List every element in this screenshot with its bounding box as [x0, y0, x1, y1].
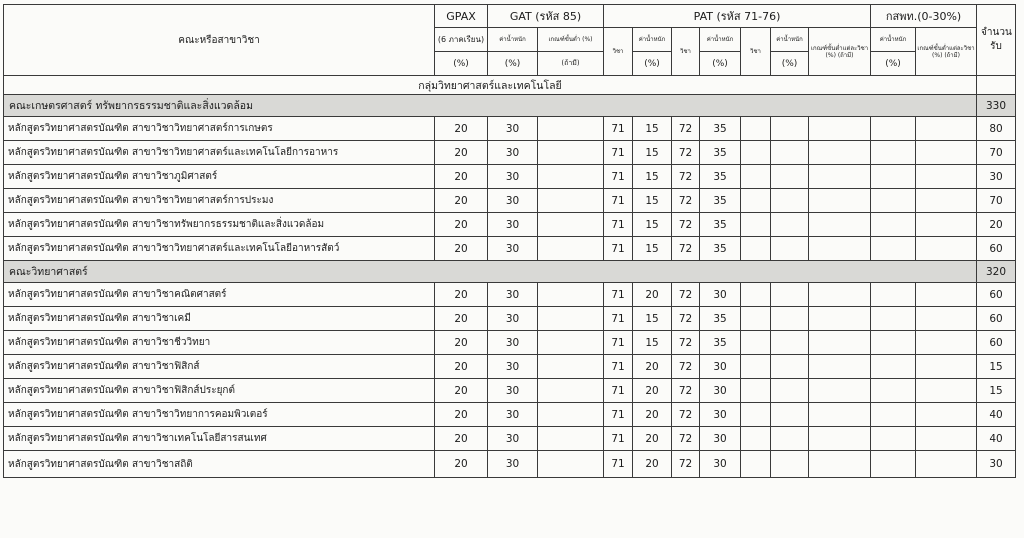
pat-subject-1-value: 71 [604, 307, 633, 331]
pat-weight-1-value: 20 [633, 379, 672, 403]
gat-min-header: เกณฑ์ขั้นต่ำ (%) [538, 28, 604, 52]
onet-weight-value [871, 189, 916, 213]
pat-subject-2-value: 72 [672, 237, 700, 261]
pat-min-value [809, 355, 871, 379]
program-quota: 40 [977, 403, 1016, 427]
pat-weight-3-value [771, 213, 809, 237]
gpax-percent: (%) [435, 52, 488, 76]
pat-weight-3-value [771, 379, 809, 403]
pat-weight-1-value: 15 [633, 117, 672, 141]
pat-subject-3-value [741, 307, 771, 331]
onet-weight-value [871, 165, 916, 189]
pat-subject-2-value: 72 [672, 213, 700, 237]
pat-subject-1-value: 71 [604, 117, 633, 141]
program-name: หลักสูตรวิทยาศาสตรบัณฑิต สาขาวิชาคณิตศาสตร์ [4, 283, 435, 307]
quota-header [977, 5, 1016, 76]
pat-weight-3-value [771, 307, 809, 331]
onet-weight-value [871, 379, 916, 403]
program-row [4, 427, 1016, 451]
onet-min-value [916, 165, 977, 189]
pat-subject-3-value [741, 427, 771, 451]
pat-min-value [809, 141, 871, 165]
pat-weight-2-percent: (%) [700, 52, 741, 76]
pat-min-value [809, 189, 871, 213]
program-row [4, 141, 1016, 165]
gat-weight-value: 30 [488, 403, 538, 427]
program-quota: 30 [977, 165, 1016, 189]
gat-min-value [538, 213, 604, 237]
pat-weight-1-header: ค่าน้ำหนัก [633, 28, 672, 52]
onet-weight-value [871, 283, 916, 307]
program-name: หลักสูตรวิทยาศาสตรบัณฑิต สาขาวิชาวิทยาศาสตร์และเทคโนโลยีการอาหาร [4, 141, 435, 165]
pat-weight-2-value: 35 [700, 117, 741, 141]
gat-weight-value: 30 [488, 213, 538, 237]
pat-subject-1-value: 71 [604, 189, 633, 213]
pat-min-value [809, 427, 871, 451]
pat-subject-1-value: 71 [604, 427, 633, 451]
program-name: หลักสูตรวิทยาศาสตรบัณฑิต สาขาวิชาชีววิทยา [4, 331, 435, 355]
gat-weight-value: 30 [488, 331, 538, 355]
gat-min-value [538, 165, 604, 189]
pat-weight-1-value: 15 [633, 189, 672, 213]
program-quota: 40 [977, 427, 1016, 451]
pat-min-value [809, 283, 871, 307]
pat-subject-2-value: 72 [672, 141, 700, 165]
gat-header: GAT (รหัส 85) [488, 5, 604, 28]
onet-min-value [916, 189, 977, 213]
onet-weight-value [871, 141, 916, 165]
pat-subject-1-value: 71 [604, 403, 633, 427]
pat-subject-1-value: 71 [604, 165, 633, 189]
onet-weight-value [871, 213, 916, 237]
faculty-quota: 320 [977, 261, 1016, 283]
onet-min-value [916, 355, 977, 379]
onet-header: กสพท.(0-30%) [871, 5, 977, 28]
onet-weight-value [871, 307, 916, 331]
program-row [4, 403, 1016, 427]
pat-weight-1-value: 15 [633, 331, 672, 355]
program-row [4, 189, 1016, 213]
pat-subject-3-value [741, 117, 771, 141]
pat-subject-2-header: วิชา [672, 28, 700, 76]
pat-subject-3-value [741, 189, 771, 213]
program-name: หลักสูตรวิทยาศาสตรบัณฑิต สาขาวิชาภูมิศาสตร์ [4, 165, 435, 189]
pat-weight-3-value [771, 331, 809, 355]
pat-subject-3-value [741, 213, 771, 237]
onet-min-value [916, 237, 977, 261]
pat-weight-2-value: 35 [700, 165, 741, 189]
gat-min-value [538, 355, 604, 379]
pat-weight-2-value: 30 [700, 427, 741, 451]
admission-criteria-sheet [3, 4, 1016, 478]
pat-weight-2-value: 30 [700, 451, 741, 478]
onet-min-value [916, 427, 977, 451]
pat-subject-3-value [741, 451, 771, 478]
program-quota: 15 [977, 355, 1016, 379]
gat-min-value [538, 283, 604, 307]
program-name: หลักสูตรวิทยาศาสตรบัณฑิต สาขาวิชาวิทยาการคอมพิวเตอร์ [4, 403, 435, 427]
pat-subject-1-value: 71 [604, 379, 633, 403]
pat-weight-3-value [771, 165, 809, 189]
pat-subject-3-value [741, 379, 771, 403]
pat-subject-3-header: วิชา [741, 28, 771, 76]
program-quota: 70 [977, 189, 1016, 213]
faculty-name: คณะเกษตรศาสตร์ ทรัพยากรธรรมชาติและสิ่งแวดล้อม [4, 95, 977, 117]
pat-weight-3-value [771, 117, 809, 141]
gpax-header: GPAX [435, 5, 488, 28]
pat-subject-1-value: 71 [604, 141, 633, 165]
pat-weight-3-value [771, 283, 809, 307]
program-quota: 70 [977, 141, 1016, 165]
pat-weight-1-value: 20 [633, 451, 672, 478]
program-name: หลักสูตรวิทยาศาสตรบัณฑิต สาขาวิชาทรัพยากรธรรมชาติและสิ่งแวดล้อม [4, 213, 435, 237]
program-quota: 60 [977, 283, 1016, 307]
gat-min-value [538, 403, 604, 427]
gat-min-note: (ถ้ามี) [538, 52, 604, 76]
pat-header: PAT (รหัส 71-76) [604, 5, 871, 28]
program-rows [4, 95, 1016, 478]
pat-weight-3-value [771, 403, 809, 427]
pat-subject-1-value: 71 [604, 237, 633, 261]
pat-min-header: เกณฑ์ขั้นต่ำแต่ละวิชา (%) (ถ้ามี) [809, 28, 871, 76]
gpax-value: 20 [435, 355, 488, 379]
onet-min-value [916, 451, 977, 478]
gat-weight-value: 30 [488, 379, 538, 403]
program-name: หลักสูตรวิทยาศาสตรบัณฑิต สาขาวิชาสถิติ [4, 451, 435, 478]
gat-min-value [538, 451, 604, 478]
pat-weight-1-percent: (%) [633, 52, 672, 76]
group-title-quota [977, 76, 1016, 95]
program-name: หลักสูตรวิทยาศาสตรบัณฑิต สาขาวิชาฟิสิกส์ [4, 355, 435, 379]
pat-weight-1-value: 20 [633, 283, 672, 307]
pat-subject-2-value: 72 [672, 427, 700, 451]
gat-weight-value: 30 [488, 307, 538, 331]
pat-min-value [809, 379, 871, 403]
quota-header-label: จำนวนรับ [981, 27, 1012, 52]
gat-min-value [538, 307, 604, 331]
pat-weight-3-value [771, 427, 809, 451]
pat-weight-3-value [771, 189, 809, 213]
onet-weight-value [871, 403, 916, 427]
program-name: หลักสูตรวิทยาศาสตรบัณฑิต สาขาวิชาวิทยาศาสตร์การประมง [4, 189, 435, 213]
pat-min-value [809, 403, 871, 427]
onet-min-value [916, 117, 977, 141]
gat-min-value [538, 189, 604, 213]
onet-weight-value [871, 427, 916, 451]
program-name: หลักสูตรวิทยาศาสตรบัณฑิต สาขาวิชาวิทยาศาสตร์การเกษตร [4, 117, 435, 141]
program-name: หลักสูตรวิทยาศาสตรบัณฑิต สาขาวิชาวิทยาศาสตร์และเทคโนโลยีอาหารสัตว์ [4, 237, 435, 261]
pat-weight-1-value: 20 [633, 427, 672, 451]
pat-subject-2-value: 72 [672, 331, 700, 355]
program-quota: 15 [977, 379, 1016, 403]
pat-subject-1-value: 71 [604, 355, 633, 379]
pat-subject-3-value [741, 331, 771, 355]
onet-weight-percent: (%) [871, 52, 916, 76]
pat-min-value [809, 331, 871, 355]
pat-subject-2-value: 72 [672, 403, 700, 427]
gpax-value: 20 [435, 331, 488, 355]
pat-weight-2-value: 35 [700, 141, 741, 165]
gpax-value: 20 [435, 117, 488, 141]
gpax-value: 20 [435, 283, 488, 307]
gpax-value: 20 [435, 403, 488, 427]
gpax-value: 20 [435, 141, 488, 165]
pat-subject-2-value: 72 [672, 165, 700, 189]
faculty-column-header: คณะหรือสาขาวิชา [4, 5, 435, 76]
pat-weight-2-value: 30 [700, 283, 741, 307]
gat-weight-value: 30 [488, 141, 538, 165]
gpax-value: 20 [435, 379, 488, 403]
program-row [4, 237, 1016, 261]
gpax-value: 20 [435, 427, 488, 451]
pat-weight-1-value: 15 [633, 237, 672, 261]
program-quota: 60 [977, 237, 1016, 261]
onet-weight-header: ค่าน้ำหนัก [871, 28, 916, 52]
pat-min-value [809, 451, 871, 478]
program-row [4, 283, 1016, 307]
pat-min-value [809, 165, 871, 189]
pat-subject-1-value: 71 [604, 213, 633, 237]
pat-weight-2-value: 35 [700, 307, 741, 331]
onet-min-value [916, 213, 977, 237]
onet-weight-value [871, 117, 916, 141]
pat-weight-2-value: 35 [700, 331, 741, 355]
pat-weight-3-value [771, 355, 809, 379]
pat-subject-3-value [741, 165, 771, 189]
gat-min-value [538, 141, 604, 165]
pat-weight-2-value: 35 [700, 237, 741, 261]
program-quota: 80 [977, 117, 1016, 141]
gpax-value: 20 [435, 451, 488, 478]
pat-subject-1-header: วิชา [604, 28, 633, 76]
gat-min-value [538, 427, 604, 451]
pat-min-value [809, 237, 871, 261]
gat-min-value [538, 379, 604, 403]
onet-min-value [916, 331, 977, 355]
pat-subject-2-value: 72 [672, 189, 700, 213]
program-row [4, 117, 1016, 141]
pat-subject-3-value [741, 283, 771, 307]
gat-weight-value: 30 [488, 189, 538, 213]
program-name: หลักสูตรวิทยาศาสตรบัณฑิต สาขาวิชาเคมี [4, 307, 435, 331]
pat-subject-1-value: 71 [604, 331, 633, 355]
pat-subject-2-value: 72 [672, 451, 700, 478]
faculty-row [4, 261, 1016, 283]
pat-weight-2-value: 30 [700, 355, 741, 379]
onet-min-header: เกณฑ์ขั้นต่ำแต่ละวิชา (%) (ถ้ามี) [916, 28, 977, 76]
gat-min-value [538, 117, 604, 141]
faculty-quota: 330 [977, 95, 1016, 117]
pat-weight-3-header: ค่าน้ำหนัก [771, 28, 809, 52]
pat-weight-1-value: 15 [633, 213, 672, 237]
gpax-value: 20 [435, 237, 488, 261]
gat-min-value [538, 331, 604, 355]
gat-weight-value: 30 [488, 283, 538, 307]
onet-weight-value [871, 451, 916, 478]
program-row [4, 213, 1016, 237]
program-row [4, 165, 1016, 189]
pat-subject-2-value: 72 [672, 307, 700, 331]
program-name: หลักสูตรวิทยาศาสตรบัณฑิต สาขาวิชาเทคโนโลยีสารสนเทศ [4, 427, 435, 451]
gpax-value: 20 [435, 307, 488, 331]
program-quota: 20 [977, 213, 1016, 237]
pat-subject-2-value: 72 [672, 283, 700, 307]
onet-min-value [916, 403, 977, 427]
pat-weight-3-value [771, 451, 809, 478]
program-row [4, 355, 1016, 379]
pat-subject-3-value [741, 141, 771, 165]
program-row [4, 379, 1016, 403]
gpax-sub-header: (6 ภาคเรียน) [435, 28, 488, 52]
pat-weight-2-value: 35 [700, 189, 741, 213]
pat-weight-1-value: 15 [633, 165, 672, 189]
pat-min-value [809, 213, 871, 237]
pat-min-value [809, 117, 871, 141]
program-row [4, 331, 1016, 355]
pat-subject-3-value [741, 355, 771, 379]
onet-min-value [916, 141, 977, 165]
pat-subject-3-value [741, 237, 771, 261]
pat-weight-3-percent: (%) [771, 52, 809, 76]
gat-min-value [538, 237, 604, 261]
pat-subject-1-value: 71 [604, 451, 633, 478]
program-quota: 60 [977, 331, 1016, 355]
onet-weight-value [871, 237, 916, 261]
onet-weight-value [871, 355, 916, 379]
program-row [4, 307, 1016, 331]
admission-criteria-table [3, 4, 1016, 478]
pat-subject-2-value: 72 [672, 117, 700, 141]
program-row [4, 451, 1016, 478]
pat-min-value [809, 307, 871, 331]
pat-weight-2-value: 30 [700, 379, 741, 403]
pat-weight-2-value: 30 [700, 403, 741, 427]
pat-weight-3-value [771, 237, 809, 261]
pat-weight-1-value: 15 [633, 307, 672, 331]
onet-min-value [916, 379, 977, 403]
gpax-value: 20 [435, 213, 488, 237]
gat-weight-header: ค่าน้ำหนัก [488, 28, 538, 52]
pat-weight-2-header: ค่าน้ำหนัก [700, 28, 741, 52]
pat-subject-2-value: 72 [672, 379, 700, 403]
pat-weight-1-value: 15 [633, 141, 672, 165]
gat-weight-percent: (%) [488, 52, 538, 76]
pat-subject-3-value [741, 403, 771, 427]
pat-subject-1-value: 71 [604, 283, 633, 307]
onet-weight-value [871, 331, 916, 355]
gat-weight-value: 30 [488, 237, 538, 261]
gat-weight-value: 30 [488, 451, 538, 478]
program-name: หลักสูตรวิทยาศาสตรบัณฑิต สาขาวิชาฟิสิกส์ประยุกต์ [4, 379, 435, 403]
pat-weight-1-value: 20 [633, 403, 672, 427]
gat-weight-value: 30 [488, 117, 538, 141]
gat-weight-value: 30 [488, 427, 538, 451]
faculty-row [4, 95, 1016, 117]
pat-weight-2-value: 35 [700, 213, 741, 237]
pat-weight-1-value: 20 [633, 355, 672, 379]
program-quota: 60 [977, 307, 1016, 331]
gat-weight-value: 30 [488, 165, 538, 189]
pat-weight-3-value [771, 141, 809, 165]
program-quota: 30 [977, 451, 1016, 478]
gat-weight-value: 30 [488, 355, 538, 379]
faculty-name: คณะวิทยาศาสตร์ [4, 261, 977, 283]
onet-min-value [916, 283, 977, 307]
gpax-value: 20 [435, 165, 488, 189]
group-title: กลุ่มวิทยาศาสตร์และเทคโนโลยี [4, 76, 977, 95]
gpax-value: 20 [435, 189, 488, 213]
pat-subject-2-value: 72 [672, 355, 700, 379]
onet-min-value [916, 307, 977, 331]
